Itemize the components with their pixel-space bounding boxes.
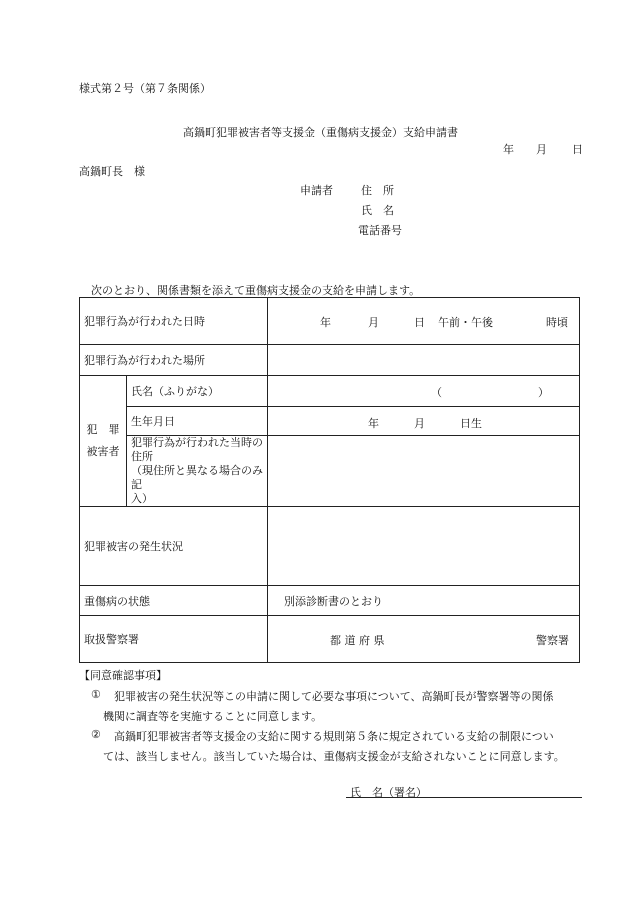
birthdate-field[interactable] (268, 407, 580, 436)
row-address-at-time (80, 436, 580, 507)
signature-line[interactable] (346, 797, 582, 798)
birth-month: 月 (414, 417, 425, 430)
victim-label (80, 376, 127, 507)
consent-item1-line1: 犯罪被害の発生状況等この申請に関して必要な事項について、高鍋町長が警察署等の関係 (114, 690, 554, 703)
address-at-time-line2: （現住所と異なる場合のみ記 (131, 464, 263, 491)
birthdate-label: 生年月日 (127, 407, 268, 436)
address-at-time-field[interactable] (268, 436, 580, 507)
consent-item2-mark: ② (91, 728, 101, 741)
row-damage (80, 507, 580, 586)
row-injury (80, 586, 580, 616)
row-victim-name (80, 376, 580, 407)
signature-label: 氏 名（署名） (350, 786, 427, 799)
applicant-name-label: 氏 名 (361, 204, 394, 217)
datetime-field[interactable] (268, 298, 580, 345)
paren-close: ） (538, 386, 549, 399)
applicant-address-label: 住 所 (361, 184, 394, 197)
date-month-label: 月 (536, 143, 547, 156)
dt-ampm: 午前・午後 (438, 316, 493, 329)
row-place (80, 345, 580, 376)
applicant-label: 申請者 (300, 184, 333, 197)
paren-open: （ (431, 386, 442, 399)
police-station: 警察署 (536, 634, 569, 647)
consent-item1-mark: ① (91, 688, 101, 701)
victim-label-line2: 被害者 (86, 445, 120, 458)
dt-day: 日 (414, 316, 425, 329)
intro-text: 次のとおり、関係書類を添えて重傷病支援金の支給を申請します。 (91, 284, 421, 297)
date-year-label: 年 (503, 143, 514, 156)
form-number: 様式第２号（第７条関係） (79, 82, 211, 95)
victim-name-label: 氏名（ふりがな） (127, 376, 268, 407)
damage-label: 犯罪被害の発生状況 (80, 507, 268, 586)
dt-hour: 時頃 (546, 316, 568, 329)
date-day-label: 日 (572, 143, 583, 156)
victim-label-line1: 犯 罪 (86, 423, 120, 436)
police-field[interactable] (268, 616, 580, 663)
application-table (79, 297, 580, 663)
consent-heading: 【同意確認事項】 (79, 669, 167, 682)
damage-field[interactable] (268, 507, 580, 586)
row-datetime (80, 298, 580, 345)
consent-item2-line1: 高鍋町犯罪被害者等支援金の支給に関する規則第５条に規定されている支給の制限につい (114, 730, 554, 743)
dt-month: 月 (368, 316, 379, 329)
victim-name-field[interactable] (268, 376, 580, 407)
datetime-label: 犯罪行為が行われた日時 (80, 298, 268, 345)
address-at-time-line1: 犯罪行為が行われた当時の住所 (131, 436, 263, 463)
place-field[interactable] (268, 345, 580, 376)
birth-year: 年 (368, 417, 379, 430)
address-at-time-line3: 入） (131, 492, 153, 505)
injury-label: 重傷病の状態 (80, 586, 268, 616)
place-label: 犯罪行為が行われた場所 (80, 345, 268, 376)
address-at-time-label (127, 436, 268, 507)
dt-year: 年 (320, 316, 331, 329)
injury-value: 別添診断書のとおり (284, 594, 383, 608)
consent-item2-line2: ては、該当しません。該当していた場合は、重傷病支援金が支給されないことに同意します。 (103, 750, 565, 763)
form-title: 高鍋町犯罪被害者等支援金（重傷病支援金）支給申請書 (183, 126, 458, 139)
police-prefecture: 都 道 府 県 (330, 634, 385, 647)
consent-item1-line2: 機関に調査等を実施することに同意します。 (103, 710, 323, 723)
applicant-phone-label: 電話番号 (358, 224, 402, 237)
injury-field[interactable] (268, 586, 580, 616)
row-birthdate (80, 407, 580, 436)
row-police (80, 616, 580, 663)
addressee: 高鍋町長 様 (79, 165, 145, 178)
birth-day: 日生 (460, 417, 482, 430)
police-label: 取扱警察署 (80, 616, 268, 663)
